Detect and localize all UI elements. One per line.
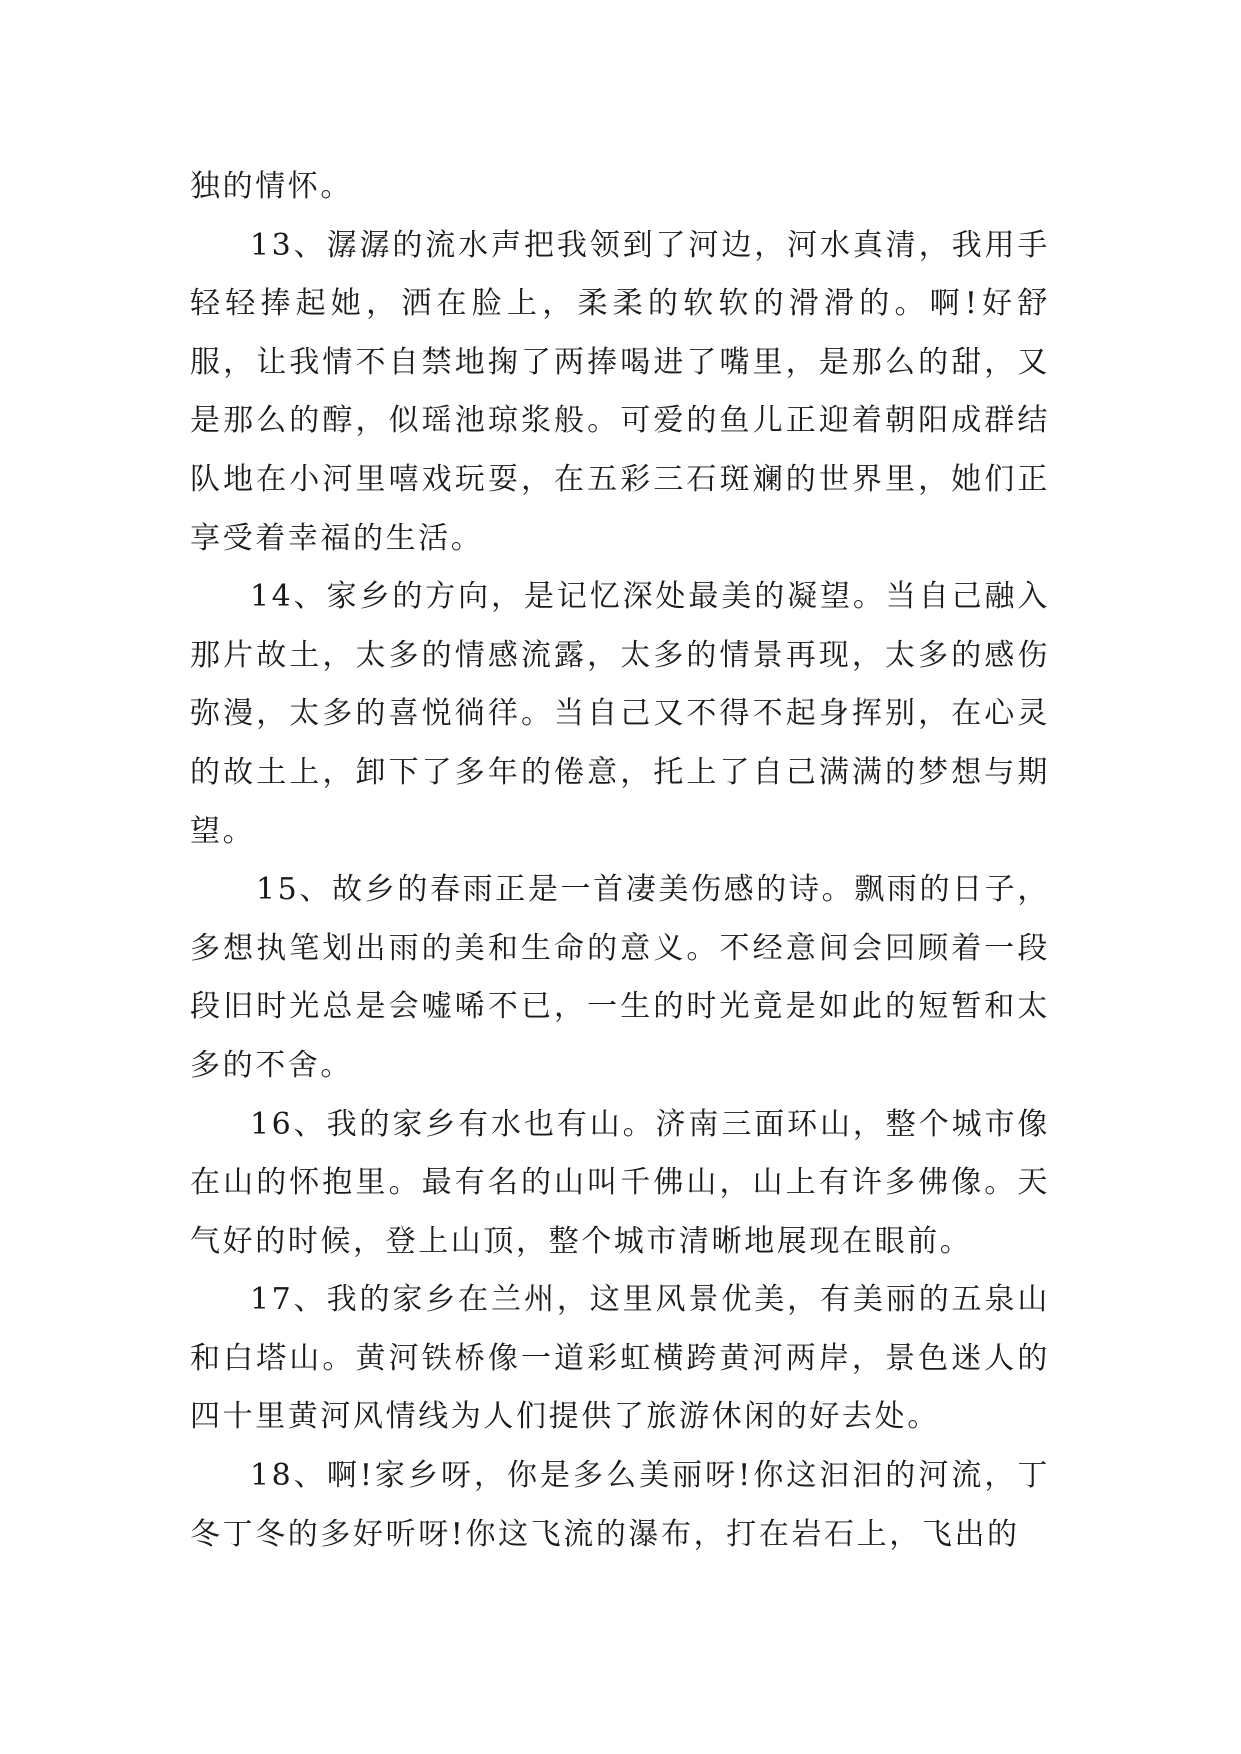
paragraph-15: 15、故乡的春雨正是一首凄美伤感的诗。飘雨的日子，多想执笔划出雨的美和生命的意义。不经意间会回顾着一段段旧时光总是会嘘唏不已，一生的时光竟是如此的短暂和太多的不舍。	[190, 872, 1050, 1083]
paragraph-17: 17、我的家乡在兰州，这里风景优美，有美丽的五泉山和白塔山。黄河铁桥像一道彩虹横跨黄河两岸，景色迷人的四十里黄河风情线为人们提供了旅游休闲的好去处。	[190, 1282, 1050, 1435]
paragraph-continuation: 独的情怀。	[190, 169, 353, 204]
paragraph-14: 14、家乡的方向，是记忆深处最美的凝望。当自己融入那片故土，太多的情感流露，太多的情景再现，太多的感伤弥漫，太多的喜悦徜徉。当自己又不得不起身挥别，在心灵的故土上，卸下了多年的倦意，托上了自己满满的梦想与期望。	[190, 579, 1050, 849]
paragraph-18: 18、啊!家乡呀，你是多么美丽呀!你这汩汩的河流，丁冬丁冬的多好听呀!你这飞流的瀑布，打在岩石上，飞出的	[190, 1458, 1050, 1552]
paragraph-13: 13、潺潺的流水声把我领到了河边，河水真清，我用手轻轻捧起她，洒在脸上，柔柔的软软的滑滑的。啊!好舒服，让我情不自禁地掬了两捧喝进了嘴里，是那么的甜，又是那么的醇，似瑶池琼浆般。可爱的鱼儿正迎着朝阳成群结队地在小河里嘻戏玩耍，在五彩三石斑斓的世界里，她们正享受着幸福的生活。	[190, 227, 1050, 556]
document-body	[190, 158, 1050, 1564]
paragraph-16: 16、我的家乡有水也有山。济南三面环山，整个城市像在山的怀抱里。最有名的山叫千佛山，山上有许多佛像。天气好的时候，登上山顶，整个城市清晰地展现在眼前。	[190, 1106, 1050, 1259]
